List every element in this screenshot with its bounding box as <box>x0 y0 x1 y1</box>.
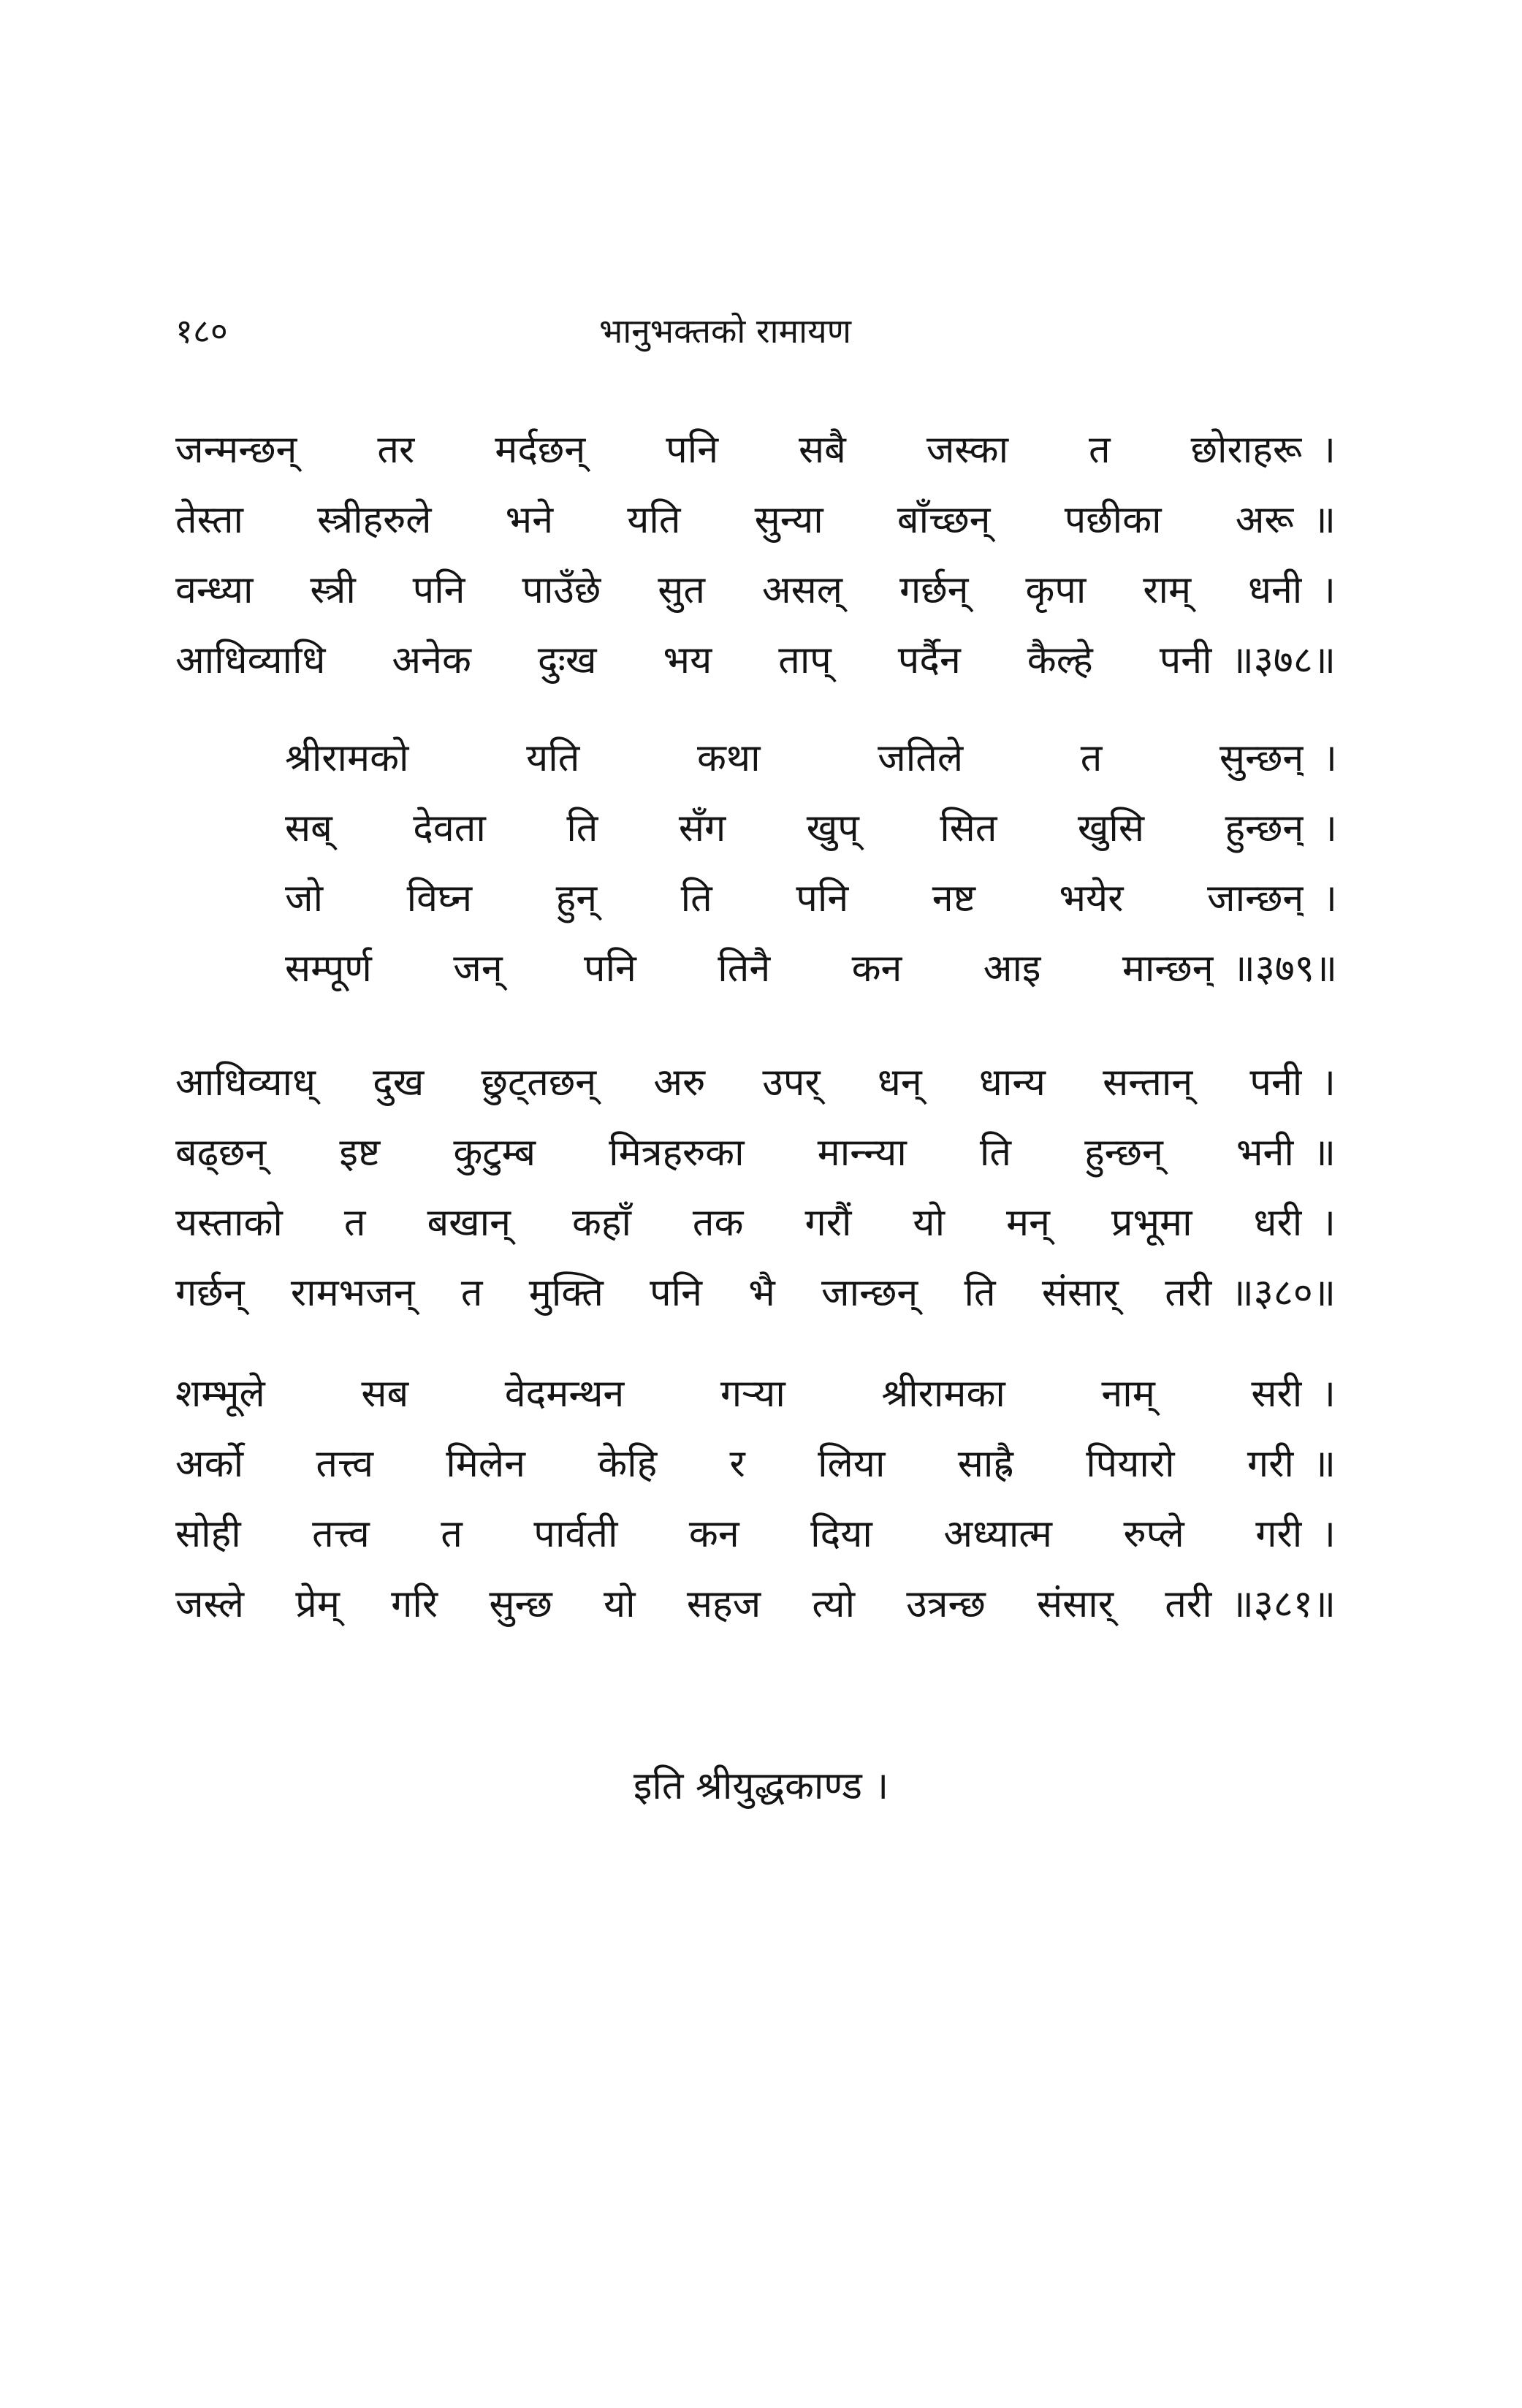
verse-text: आधिव्याध् दुख छुट्तछन् अरु उपर् धन् धान्य सन्तान् पनी <box>175 1061 1303 1105</box>
verse-text: तेस्ता स्त्रीहरुले भने यति सुन्या बाँच्छन् पछीका अरू <box>175 498 1294 542</box>
verse-end-mark: ॥ <box>1312 1442 1336 1486</box>
verse-end-mark: । <box>1321 1512 1336 1556</box>
verse-line <box>175 1359 1336 1429</box>
verse-text: जस्ले प्रेम् गरि सुन्छ यो सहज त्यो उत्रन्छ संसार् तरी <box>175 1582 1212 1626</box>
verse-line <box>175 485 1336 555</box>
verse-end-mark: । <box>1321 428 1336 472</box>
verse-end-mark: ॥ <box>1312 498 1336 542</box>
verse-line <box>175 1429 1336 1499</box>
verse-stanza-379 <box>285 723 1337 1004</box>
verse-line <box>175 415 1336 485</box>
verse-line <box>175 625 1336 696</box>
verse-end-mark: । <box>1321 568 1336 612</box>
verse-end-mark: । <box>1321 1061 1336 1105</box>
verse-stanza-381 <box>175 1359 1336 1639</box>
verse-text: शम्भूले सब वेदमन्थन गऱ्या श्रीरामका नाम् सरी <box>175 1372 1303 1416</box>
verse-text: जो विघ्न हुन् ति पनि नष्ट भयेर जान्छन् <box>285 877 1304 921</box>
verse-stanza-380 <box>175 1048 1336 1328</box>
page-number: १८० <box>175 311 228 351</box>
verse-line <box>285 864 1337 934</box>
verse-end-mark: । <box>1323 807 1337 850</box>
verse-text: जन्मन्छन् तर मर्दछन् पनि सबै जस्का त छोराहरू <box>175 428 1303 472</box>
verse-end-mark: । <box>1323 736 1337 780</box>
verse-stanza-378 <box>175 415 1336 696</box>
verse-text: सम्पूर्ण जन् पनि तिनै कन आइ मान्छन् <box>285 947 1214 991</box>
verse-text: अर्को तत्त्व मिलेन केहि र लिया साह्रै पियारो गरी <box>175 1442 1294 1486</box>
verse-line <box>175 1118 1336 1188</box>
verse-line <box>285 793 1337 864</box>
page-header <box>175 305 1315 357</box>
verse-end-mark: ॥ <box>1312 1131 1336 1175</box>
verse-text: सोही तत्त्व त पार्वती कन दिया अध्यात्म रुप्ले गरी <box>175 1512 1303 1556</box>
verse-text: गर्छन् रामभजन् त मुक्ति पनि भै जान्छन् ति संसार् तरी <box>175 1271 1212 1315</box>
verse-number: ॥३८०॥ <box>1230 1271 1336 1315</box>
verse-number: ॥३७९॥ <box>1232 947 1337 991</box>
verse-end-mark: । <box>1321 1201 1336 1245</box>
verse-text: श्रीरामको यति कथा जतिले त सुन्छन् <box>285 736 1304 780</box>
verse-line <box>175 1258 1336 1328</box>
verse-line <box>175 1048 1336 1118</box>
verse-line <box>175 1569 1336 1639</box>
verse-number: ॥३८१॥ <box>1230 1582 1336 1626</box>
verse-line <box>175 1499 1336 1569</box>
verse-end-mark: । <box>1321 1372 1336 1416</box>
verse-line <box>285 723 1337 793</box>
verse-number: ॥३७८॥ <box>1230 639 1336 682</box>
verse-line <box>175 1188 1336 1258</box>
running-title: भानुभक्तको रामायण <box>599 311 851 351</box>
verse-line <box>175 555 1336 625</box>
verse-text: वन्ध्या स्त्री पनि पाउँछे सुत असल् गर्छन् कृपा राम् धनी <box>175 568 1303 612</box>
verse-end-mark: । <box>1323 877 1337 921</box>
verse-text: सब् देवता ति सँग खुप् सित खुसि हुन्छन् <box>285 807 1304 850</box>
chapter-colophon: इति श्रीयुद्धकाण्ड । <box>633 1764 889 1808</box>
verse-text: यस्ताको त बखान् कहाँ तक गरौं यो मन् प्रभूमा धरी <box>175 1201 1303 1245</box>
verse-text: बढ्छन् इष्ट कुटुम्ब मित्रहरुका मान्न्या ति हुन्छन् भनी <box>175 1131 1294 1175</box>
verse-text: आधिव्याधि अनेक दुःख भय ताप् पर्दैन कैल्हे पनी <box>175 639 1212 682</box>
verse-line <box>285 934 1337 1004</box>
